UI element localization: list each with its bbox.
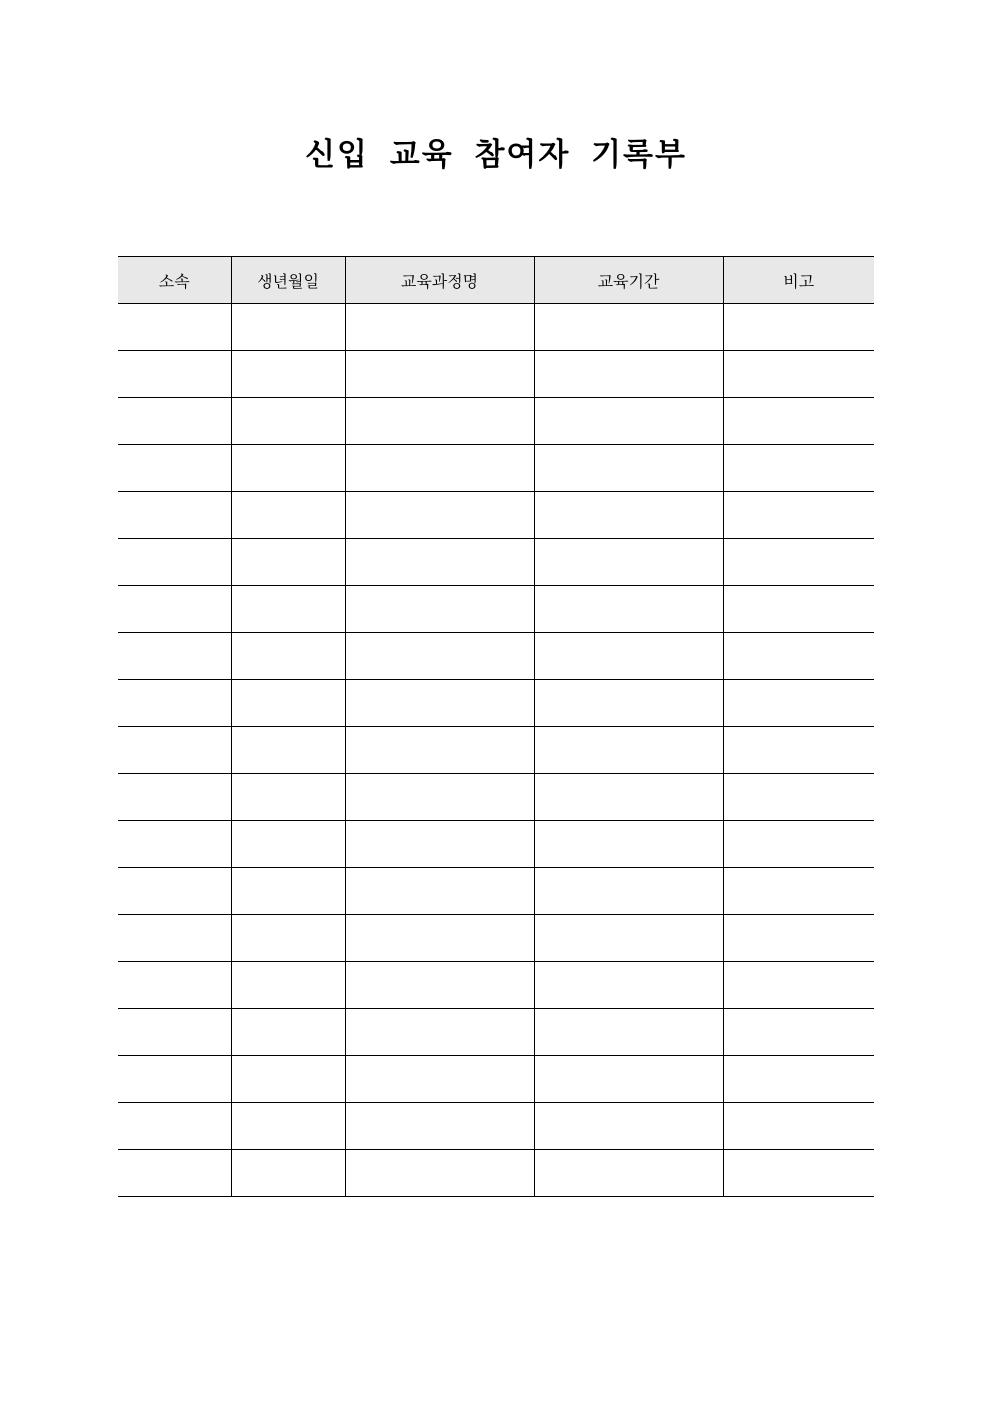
training-period-cell [534,727,723,774]
training-period-cell [534,915,723,962]
birthdate-cell [231,868,345,915]
course-name-cell [345,962,534,1009]
course-name-cell [345,680,534,727]
affiliation-cell [118,492,231,539]
course-name-cell [345,774,534,821]
course-name-cell [345,868,534,915]
birthdate-cell [231,351,345,398]
column-header-remarks: 비고 [723,257,874,304]
remarks-cell [723,1150,874,1197]
course-name-cell [345,492,534,539]
birthdate-cell [231,962,345,1009]
remarks-cell [723,962,874,1009]
course-name-cell [345,539,534,586]
column-header-course-name: 교육과정명 [345,257,534,304]
affiliation-cell [118,539,231,586]
birthdate-cell [231,821,345,868]
column-header-training-period: 교육기간 [534,257,723,304]
training-period-cell [534,351,723,398]
training-period-cell [534,1103,723,1150]
training-period-cell [534,1009,723,1056]
affiliation-cell [118,915,231,962]
training-period-cell [534,633,723,680]
table-row [118,492,874,539]
training-period-cell [534,821,723,868]
course-name-cell [345,1009,534,1056]
remarks-cell [723,304,874,351]
remarks-cell [723,445,874,492]
affiliation-cell [118,586,231,633]
birthdate-cell [231,586,345,633]
affiliation-cell [118,821,231,868]
remarks-cell [723,586,874,633]
birthdate-cell [231,539,345,586]
birthdate-cell [231,1103,345,1150]
table-row [118,445,874,492]
table-body [118,304,874,1197]
training-period-cell [534,445,723,492]
affiliation-cell [118,868,231,915]
birthdate-cell [231,1009,345,1056]
training-period-cell [534,774,723,821]
document-title: 신입 교육 참여자 기록부 [305,137,687,173]
course-name-cell [345,445,534,492]
affiliation-cell [118,1150,231,1197]
course-name-cell [345,398,534,445]
remarks-cell [723,398,874,445]
table-row [118,304,874,351]
affiliation-cell [118,774,231,821]
table-row [118,539,874,586]
course-name-cell [345,727,534,774]
affiliation-cell [118,962,231,1009]
column-header-birthdate: 생년월일 [231,257,345,304]
remarks-cell [723,1056,874,1103]
remarks-cell [723,633,874,680]
table-header-row [118,257,874,304]
affiliation-cell [118,304,231,351]
table-row [118,915,874,962]
remarks-cell [723,821,874,868]
training-period-cell [534,1150,723,1197]
training-period-cell [534,492,723,539]
affiliation-cell [118,1056,231,1103]
affiliation-cell [118,1009,231,1056]
training-period-cell [534,586,723,633]
affiliation-cell [118,680,231,727]
column-header-affiliation: 소속 [118,257,231,304]
birthdate-cell [231,1150,345,1197]
course-name-cell [345,633,534,680]
course-name-cell [345,821,534,868]
remarks-cell [723,492,874,539]
course-name-cell [345,351,534,398]
participant-record-table [118,256,874,1197]
table-row [118,586,874,633]
course-name-cell [345,1103,534,1150]
remarks-cell [723,774,874,821]
birthdate-cell [231,445,345,492]
affiliation-cell [118,445,231,492]
remarks-cell [723,1009,874,1056]
remarks-cell [723,680,874,727]
affiliation-cell [118,727,231,774]
birthdate-cell [231,304,345,351]
affiliation-cell [118,1103,231,1150]
table-row [118,727,874,774]
table-row [118,868,874,915]
course-name-cell [345,1150,534,1197]
remarks-cell [723,915,874,962]
remarks-cell [723,868,874,915]
training-period-cell [534,398,723,445]
table-row [118,1150,874,1197]
course-name-cell [345,1056,534,1103]
birthdate-cell [231,680,345,727]
training-period-cell [534,539,723,586]
table-row [118,1103,874,1150]
table-row [118,633,874,680]
affiliation-cell [118,351,231,398]
birthdate-cell [231,727,345,774]
remarks-cell [723,1103,874,1150]
birthdate-cell [231,492,345,539]
birthdate-cell [231,633,345,680]
birthdate-cell [231,1056,345,1103]
training-period-cell [534,962,723,1009]
birthdate-cell [231,398,345,445]
table-row [118,680,874,727]
table-row [118,1056,874,1103]
table-row [118,821,874,868]
affiliation-cell [118,398,231,445]
remarks-cell [723,351,874,398]
table-row [118,351,874,398]
remarks-cell [723,727,874,774]
table-row [118,398,874,445]
table-row [118,1009,874,1056]
training-period-cell [534,1056,723,1103]
course-name-cell [345,304,534,351]
affiliation-cell [118,633,231,680]
birthdate-cell [231,915,345,962]
table-row [118,962,874,1009]
birthdate-cell [231,774,345,821]
training-period-cell [534,680,723,727]
training-period-cell [534,868,723,915]
table-row [118,774,874,821]
training-period-cell [534,304,723,351]
course-name-cell [345,586,534,633]
course-name-cell [345,915,534,962]
remarks-cell [723,539,874,586]
